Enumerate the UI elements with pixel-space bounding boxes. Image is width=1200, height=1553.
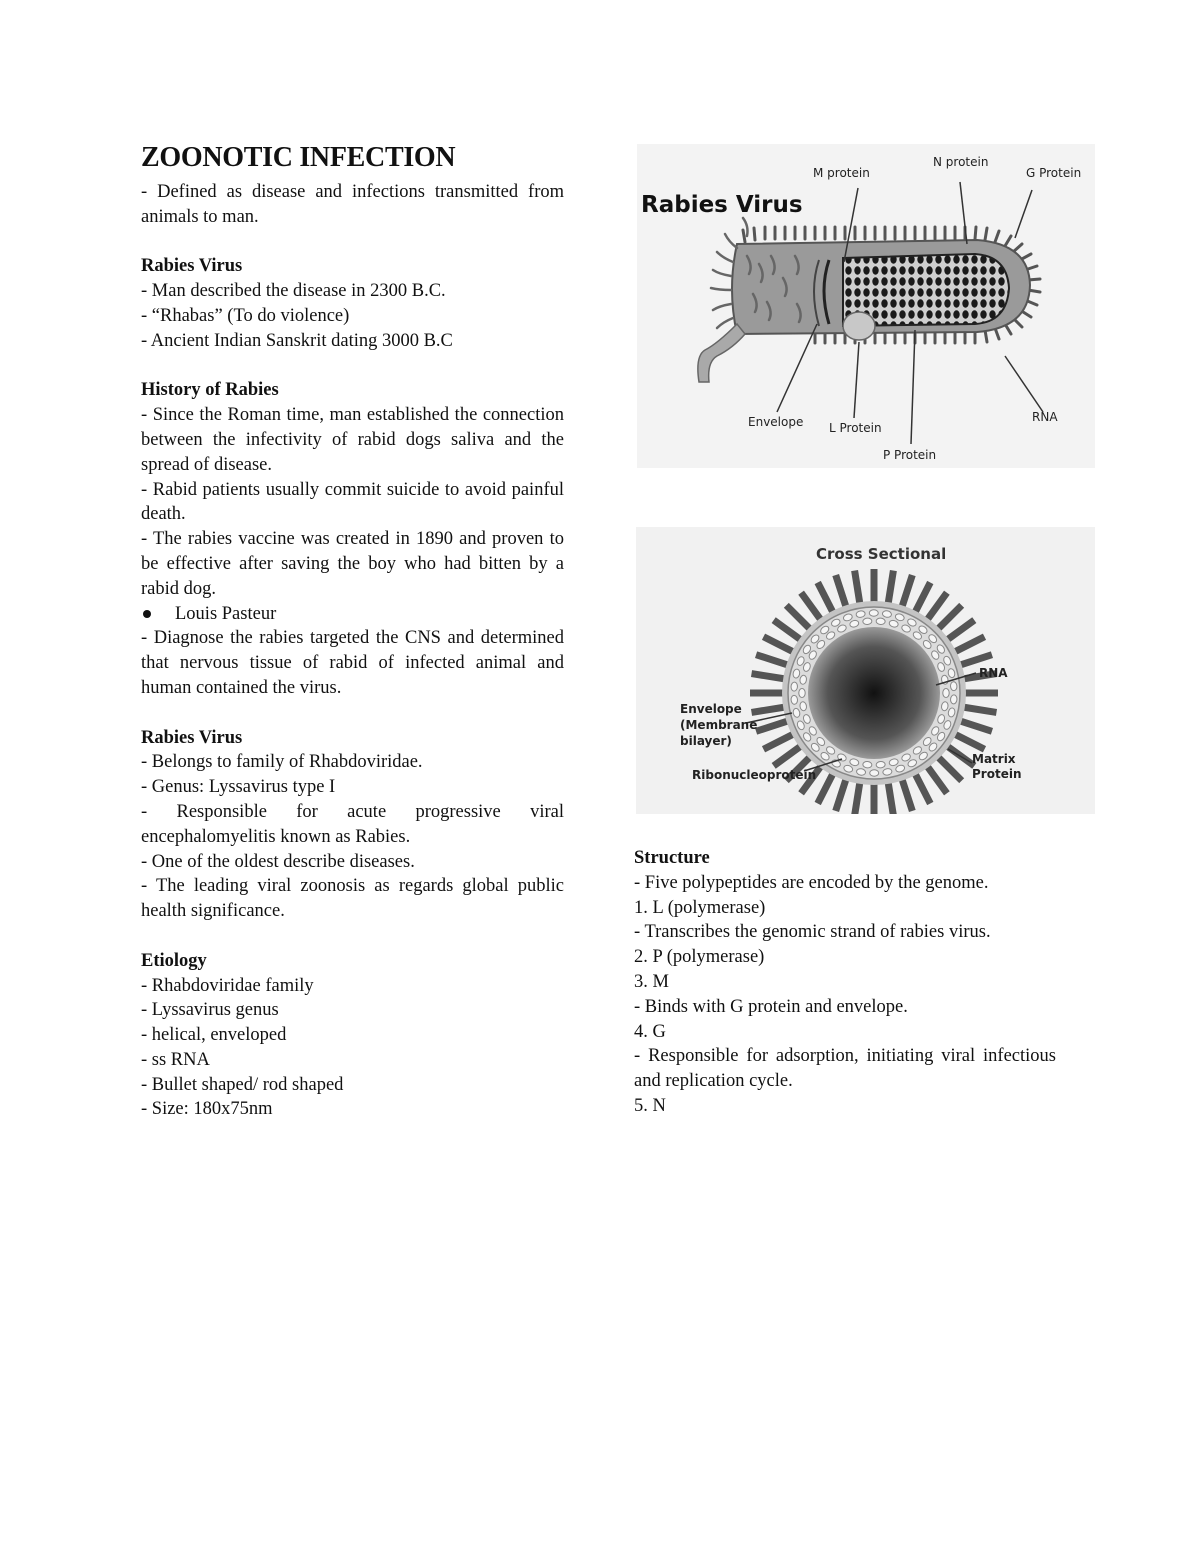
section-heading-history: History of Rabies [141, 380, 279, 401]
paragraph: - Rabid patients usually commit suicide to avoid painful death. [141, 479, 564, 525]
section-heading-etiology: Etiology [141, 950, 207, 971]
paragraph: - Responsible for adsorption, initiating viral infectious and replication cycle. [634, 1046, 1056, 1092]
paragraph: - Genus: Lyssavirus type I [141, 777, 336, 798]
label-p-protein: P Protein [883, 448, 937, 462]
paragraph: - Ancient Indian Sanskrit dating 3000 B.C [141, 330, 453, 351]
figure1-title: Rabies Virus [641, 192, 803, 218]
label-bilayer: bilayer) [680, 734, 732, 748]
label-matrix-protein: Protein [972, 767, 1022, 781]
paragraph: - Bullet shaped/ rod shaped [141, 1074, 344, 1095]
label-rna: RNA [979, 666, 1008, 680]
section-heading-rabies-virus: Rabies Virus [141, 256, 243, 277]
paragraph: - Binds with G protein and envelope. [634, 996, 908, 1017]
label-envelope: Envelope [748, 415, 804, 429]
paragraph: - Since the Roman time, man established the connection between the infectivity of rabid dogs saliva and the spread of disease. [141, 405, 564, 475]
paragraph: - Responsible for acute progressive viral encephalomyelitis known as Rabies. [141, 801, 564, 847]
figure2-title: Cross Sectional [816, 545, 947, 563]
bullet-item [141, 602, 564, 627]
label-rna: RNA [1032, 410, 1058, 424]
paragraph: - Belongs to family of Rhabdoviridae. [141, 752, 423, 773]
paragraph: - ss RNA [141, 1049, 210, 1070]
paragraph: 4. G [634, 1021, 666, 1042]
label-l-protein: L Protein [829, 421, 882, 435]
paragraph: - Transcribes the genomic strand of rabies virus. [634, 922, 991, 943]
paragraph: 5. N [634, 1095, 666, 1116]
paragraph: 2. P (polymerase) [634, 947, 765, 968]
cross-section-diagram [636, 527, 1095, 814]
label-ribonucleoprotein: Ribonucleoprotein [692, 768, 817, 782]
paragraph: - The leading viral zoonosis as regards global public health significance. [141, 876, 564, 922]
paragraph: - Size: 180x75nm [141, 1099, 273, 1120]
label-g-protein: G Protein [1026, 166, 1082, 180]
paragraph: - Lyssavirus genus [141, 1000, 279, 1021]
intro-text: - Defined as disease and infections transmitted from animals to man. [141, 182, 564, 227]
rabies-virus-diagram [637, 144, 1095, 468]
left-column [141, 140, 564, 1122]
paragraph: - helical, enveloped [141, 1025, 287, 1046]
right-column [634, 846, 1056, 1119]
paragraph: - Five polypeptides are encoded by the genome. [634, 872, 989, 893]
paragraph: - One of the oldest describe diseases. [141, 851, 415, 872]
label-m-protein: M protein [813, 166, 870, 180]
bullet-text: Louis Pasteur [175, 603, 277, 624]
l-protein-blob [843, 312, 875, 340]
bullet-icon [143, 610, 151, 618]
paragraph: - Rhabdoviridae family [141, 975, 314, 996]
paragraph: - Diagnose the rabies targeted the CNS and determined that nervous tissue of rabid of infected animal and human contained the virus. [141, 628, 564, 698]
paragraph: 1. L (polymerase) [634, 897, 766, 918]
paragraph: - The rabies vaccine was created in 1890 and proven to be effective after saving the boy who had bitten by a rabid dog. [141, 529, 564, 599]
label-n-protein: N protein [933, 155, 989, 169]
section-heading-rabies-virus-2: Rabies Virus [141, 727, 243, 748]
paragraph: 3. M [634, 971, 669, 992]
virus-tail [698, 324, 745, 382]
label-matrix: Matrix [972, 752, 1016, 766]
label-envelope: Envelope [680, 702, 742, 716]
section-heading-structure: Structure [634, 848, 710, 868]
label-membrane: (Membrane [680, 718, 758, 732]
paragraph: - “Rhabas” (To do violence) [141, 305, 350, 326]
rna-core [808, 627, 940, 759]
document-title: ZOONOTIC INFECTION [141, 142, 456, 173]
paragraph: - Man described the disease in 2300 B.C. [141, 281, 446, 302]
